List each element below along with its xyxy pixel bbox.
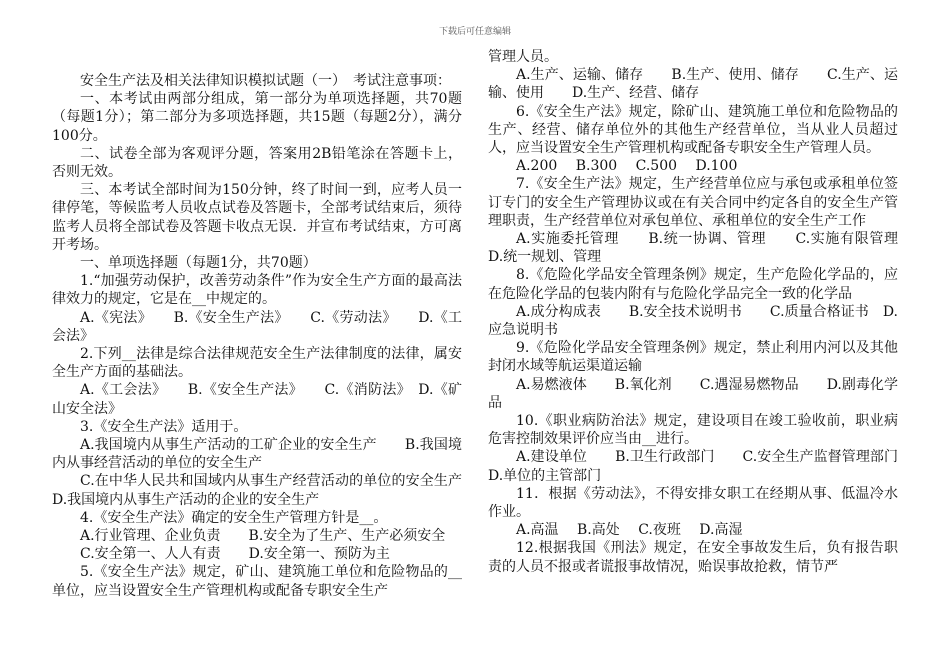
question-text: 10.《职业病防治法》规定，建设项目在竣工验收前，职业病危害控制效果评价应当由__进行。 <box>488 413 898 448</box>
answer-options: A.实施委托管理 B.统一协调、管理 C.实施有限管理 D.统一规划、管理 <box>488 231 912 266</box>
right-column <box>488 48 926 576</box>
left-column <box>52 72 476 600</box>
notice-paragraph: 二、试卷全部为客观评分题，答案用2B铅笔涂在答题卡上，否则无效。 <box>52 145 462 181</box>
exam-title: 安全生产法及相关法律知识模拟试题（一） 考试注意事项： <box>80 73 451 89</box>
question-text: 4.《安全生产法》确定的安全生产管理方针是__。 <box>80 509 388 526</box>
answer-options: A.我国境内从事生产活动的工矿企业的安全生产 B.我国境内从事经营活动的单位的安全生产 <box>52 437 462 472</box>
answer-options: A.行业管理、企业负责 B.安全为了生产、生产必须安全 <box>80 528 446 545</box>
question-text: 7.《安全生产法》规定，生产经营单位应与承包或承租单位签订专门的安全生产管理协议或在有关合同中约定各自的安全生产管理职责，生产经营单位对承包单位、承租单位的安全生产工作 <box>488 176 898 229</box>
page-header-note: 下载后可任意编辑 <box>438 27 511 37</box>
answer-options: A.生产、运输、储存 B.生产、使用、储存 C.生产、运输、使用 D.生产、经营、储存 <box>488 67 898 102</box>
answer-options: A.高温 B.高处 C.夜班 D.高湿 <box>516 522 743 539</box>
question-text: 3.《安全生产法》适用于。 <box>80 418 248 435</box>
answer-options: C.安全第一、人人有责 D.安全第一、预防为主 <box>80 546 390 563</box>
question-text: 1.“加强劳动保护，改善劳动条件”作为安全生产方面的最高法律效力的规定，它是在__中规定的。 <box>52 273 462 308</box>
question-text: 8.《危险化学品安全管理条例》规定，生产危险化学品的，应在危险化学品的包装内附有与危险化学品完全一致的化学品 <box>488 267 898 302</box>
section-heading: 一、单项选择题（每题1分，共70题） <box>80 255 317 272</box>
answer-options: A.《宪法》 B.《安全生产法》 C.《劳动法》 D.《工会法》 <box>52 309 462 344</box>
question-text: 12.根据我国《刑法》规定，在安全事故发生后，负有报告职责的人员不报或者谎报事故情况，贻误事故抢救，情节严 <box>488 540 898 575</box>
question-text: 2.下列__法律是综合法律规范安全生产法律制度的法律，属安全生产方面的基础法。 <box>52 346 462 381</box>
question-text-continued: 管理人员。 <box>488 49 558 65</box>
question-text: 5.《安全生产法》规定，矿山、建筑施工单位和危险物品的__单位，应当设置安全生产管理机构或配备专职安全生产 <box>52 564 462 599</box>
answer-options: C.在中华人民共和国域内从事生产经营活动的单位的安全生产 D.我国境内从事生产活动的企业的安全生产 <box>52 473 476 508</box>
answer-options: A.《工会法》 B.《安全生产法》 C.《消防法》 D.《矿山安全法》 <box>52 382 462 417</box>
notice-paragraph: 三、本考试全部时间为150分钟，终了时间一到，应考人员一律停笔，等候监考人员收点试卷及答题卡，全部考试结束后，须待监考人员将全部试卷及答题卡收点无误．并宣布考试结束，方可离开考场。 <box>52 182 462 253</box>
question-text: 9.《危险化学品安全管理条例》规定，禁止利用内河以及其他封闭水域等航运渠道运输 <box>488 340 898 375</box>
answer-options: A.建设单位 B.卫生行政部门 C.安全生产监督管理部门 D.单位的主管部门 <box>488 449 926 484</box>
question-text: 11．根据《劳动法》，不得安排女职工在经期从事、低温冷水作业。 <box>488 485 898 521</box>
notice-paragraph: 一、本考试由两部分组成，第一部分为单项选择题，共70题（每题1分）；第二部分为多项选择题，共15题（每题2分），满分100分。 <box>52 91 462 144</box>
question-text: 6.《安全生产法》规定，除矿山、建筑施工单位和危险物品的生产、经营、储存单位外的其他生产经营单位，当从业人员超过人，应当设置安全生产管理机构或配备专职安全生产管理人员。 <box>488 103 898 157</box>
answer-options: A.200 B.300 C.500 D.100 <box>516 158 738 175</box>
answer-options: A.易燃液体 B.氧化剂 C.遇湿易燃物品 D.剧毒化学品 <box>488 376 898 411</box>
answer-options: A.成分构成表 B.安全技术说明书 C.质量合格证书 D.应急说明书 <box>488 303 898 339</box>
